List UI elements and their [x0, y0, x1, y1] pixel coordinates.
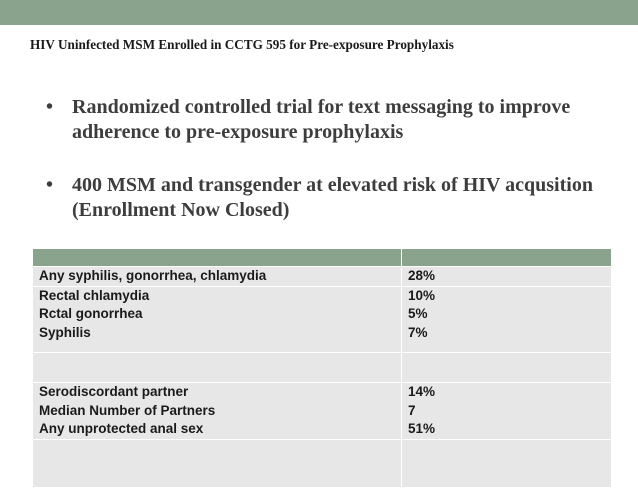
bullet-item — [46, 95, 616, 145]
table-cell-value — [402, 383, 612, 440]
row-value: 7 — [408, 402, 416, 418]
row-label: Median Number of Partners — [39, 402, 216, 418]
table-cell-empty — [402, 439, 612, 487]
top-accent-bar — [0, 0, 638, 25]
table-cell-empty — [33, 439, 402, 487]
row-label: Serodiscordant partner — [39, 384, 189, 399]
row-value: 14% — [408, 384, 436, 399]
bullet-text: 400 MSM and transgender at elevated risk of HIV acqusition (Enrollment Now Closed) — [72, 174, 593, 221]
bullet-symbol: • — [46, 174, 54, 196]
row-label: Any unprotected anal sex — [39, 421, 204, 436]
row-label: Rectal chlamydia — [39, 287, 150, 303]
bullet-text: Randomized controlled trial for text messaging to improve adherence to pre-exposure prophylaxis — [72, 96, 571, 143]
row-value: 51% — [408, 421, 436, 436]
table-header-row — [33, 249, 612, 267]
row-value: 5% — [408, 306, 428, 321]
table-cell-empty — [402, 353, 612, 383]
table-row — [33, 383, 612, 440]
header-cell — [33, 249, 402, 267]
bullet-list — [46, 95, 616, 251]
table-cell-label — [33, 383, 402, 440]
table-row-empty — [33, 439, 612, 487]
row-value: 7% — [408, 324, 428, 340]
table-cell-label — [33, 286, 402, 353]
table-cell-empty — [33, 353, 402, 383]
slide-title: HIV Uninfected MSM Enrolled in CCTG 595 for Pre-exposure Prophylaxis — [30, 37, 454, 52]
row-label: Syphilis — [39, 324, 91, 340]
risk-factors-table — [32, 248, 612, 488]
table-cell-value — [402, 286, 612, 353]
bullet-symbol: • — [46, 96, 54, 118]
row-label: Rctal gonorrhea — [39, 306, 143, 321]
header-cell — [402, 249, 612, 267]
table-row — [33, 286, 612, 353]
row-value: 10% — [408, 287, 436, 303]
table-cell-label — [33, 267, 402, 287]
table-row-empty — [33, 353, 612, 383]
row-label: Any syphilis, gonorrhea, chlamydia — [39, 268, 267, 283]
table-row — [33, 267, 612, 287]
row-value: 28% — [408, 268, 436, 283]
bullet-item — [46, 173, 616, 223]
table-cell-value — [402, 267, 612, 287]
